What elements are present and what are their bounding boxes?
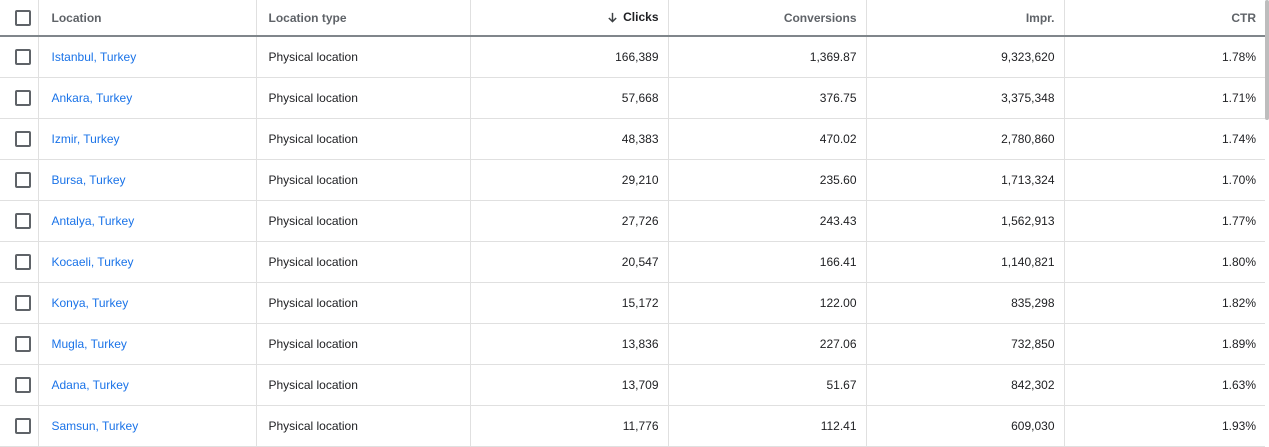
conversions-cell: 243.43 <box>668 201 866 242</box>
row-select-cell <box>0 119 38 160</box>
location-type-cell: Physical location <box>256 406 470 447</box>
column-header-impr[interactable]: Impr. <box>866 0 1064 36</box>
ctr-cell: 1.77% <box>1064 201 1265 242</box>
sort-arrow-down-icon[interactable] <box>607 12 618 26</box>
select-all-checkbox[interactable] <box>15 10 31 26</box>
impr-cell: 732,850 <box>866 324 1064 365</box>
table-row[interactable] <box>0 406 1265 447</box>
vertical-scrollbar[interactable] <box>1265 0 1269 120</box>
row-select-cell <box>0 283 38 324</box>
location-link[interactable]: Adana, Turkey <box>51 378 129 392</box>
impr-cell: 3,375,348 <box>866 78 1064 119</box>
location-link[interactable]: Izmir, Turkey <box>51 132 120 146</box>
impr-cell: 2,780,860 <box>866 119 1064 160</box>
clicks-cell: 20,547 <box>470 242 668 283</box>
clicks-cell: 13,709 <box>470 365 668 406</box>
ctr-cell: 1.70% <box>1064 160 1265 201</box>
row-select-cell <box>0 406 38 447</box>
conversions-cell: 235.60 <box>668 160 866 201</box>
conversions-cell: 112.41 <box>668 406 866 447</box>
header-row <box>0 0 1265 36</box>
row-select-cell <box>0 78 38 119</box>
table-row[interactable] <box>0 324 1265 365</box>
ctr-cell: 1.89% <box>1064 324 1265 365</box>
table-row[interactable] <box>0 119 1265 160</box>
conversions-cell: 122.00 <box>668 283 866 324</box>
location-cell <box>38 36 256 78</box>
clicks-cell: 166,389 <box>470 36 668 78</box>
clicks-cell: 57,668 <box>470 78 668 119</box>
table-row[interactable] <box>0 365 1265 406</box>
location-type-cell: Physical location <box>256 324 470 365</box>
row-select-cell <box>0 242 38 283</box>
impr-cell: 835,298 <box>866 283 1064 324</box>
clicks-cell: 29,210 <box>470 160 668 201</box>
impr-cell: 9,323,620 <box>866 36 1064 78</box>
impr-cell: 609,030 <box>866 406 1064 447</box>
ctr-cell: 1.78% <box>1064 36 1265 78</box>
location-cell <box>38 406 256 447</box>
clicks-cell: 27,726 <box>470 201 668 242</box>
location-cell <box>38 119 256 160</box>
conversions-cell: 376.75 <box>668 78 866 119</box>
row-checkbox[interactable] <box>15 131 31 147</box>
impr-cell: 842,302 <box>866 365 1064 406</box>
location-cell <box>38 283 256 324</box>
location-type-cell: Physical location <box>256 283 470 324</box>
location-type-cell: Physical location <box>256 160 470 201</box>
table-row[interactable] <box>0 78 1265 119</box>
conversions-cell: 227.06 <box>668 324 866 365</box>
location-cell <box>38 201 256 242</box>
row-checkbox[interactable] <box>15 254 31 270</box>
ctr-cell: 1.80% <box>1064 242 1265 283</box>
location-cell <box>38 78 256 119</box>
ctr-cell: 1.74% <box>1064 119 1265 160</box>
row-select-cell <box>0 365 38 406</box>
ctr-cell: 1.63% <box>1064 365 1265 406</box>
clicks-cell: 15,172 <box>470 283 668 324</box>
clicks-cell: 11,776 <box>470 406 668 447</box>
row-checkbox[interactable] <box>15 377 31 393</box>
table-row[interactable] <box>0 201 1265 242</box>
conversions-cell: 166.41 <box>668 242 866 283</box>
location-link[interactable]: Bursa, Turkey <box>51 173 126 187</box>
column-header-location-type[interactable]: Location type <box>256 0 470 36</box>
row-checkbox[interactable] <box>15 418 31 434</box>
row-select-cell <box>0 160 38 201</box>
row-select-cell <box>0 201 38 242</box>
location-cell <box>38 160 256 201</box>
conversions-cell: 1,369.87 <box>668 36 866 78</box>
column-header-clicks-label: Clicks <box>623 9 659 24</box>
location-cell <box>38 242 256 283</box>
location-link[interactable]: Antalya, Turkey <box>51 214 135 228</box>
location-type-cell: Physical location <box>256 242 470 283</box>
conversions-cell: 470.02 <box>668 119 866 160</box>
ctr-cell: 1.82% <box>1064 283 1265 324</box>
table-row[interactable] <box>0 283 1265 324</box>
location-link[interactable]: Kocaeli, Turkey <box>51 255 134 269</box>
location-type-cell: Physical location <box>256 36 470 78</box>
row-checkbox[interactable] <box>15 336 31 352</box>
location-cell <box>38 365 256 406</box>
location-type-cell: Physical location <box>256 78 470 119</box>
ctr-cell: 1.71% <box>1064 78 1265 119</box>
location-link[interactable]: Konya, Turkey <box>51 296 129 310</box>
location-type-cell: Physical location <box>256 119 470 160</box>
impr-cell: 1,713,324 <box>866 160 1064 201</box>
table-row[interactable] <box>0 160 1265 201</box>
row-checkbox[interactable] <box>15 172 31 188</box>
row-checkbox[interactable] <box>15 213 31 229</box>
location-type-cell: Physical location <box>256 201 470 242</box>
table-row[interactable] <box>0 36 1265 78</box>
select-all-cell <box>0 0 38 36</box>
impr-cell: 1,562,913 <box>866 201 1064 242</box>
row-checkbox[interactable] <box>15 295 31 311</box>
column-header-location[interactable]: Location <box>38 0 256 36</box>
clicks-cell: 13,836 <box>470 324 668 365</box>
table-row[interactable] <box>0 242 1265 283</box>
ctr-cell: 1.93% <box>1064 406 1265 447</box>
column-header-conversions[interactable]: Conversions <box>668 0 866 36</box>
table-body <box>0 36 1265 447</box>
location-cell <box>38 324 256 365</box>
conversions-cell: 51.67 <box>668 365 866 406</box>
location-type-cell: Physical location <box>256 365 470 406</box>
column-header-ctr[interactable]: CTR <box>1064 0 1265 36</box>
column-header-clicks[interactable] <box>470 0 668 36</box>
impr-cell: 1,140,821 <box>866 242 1064 283</box>
row-checkbox[interactable] <box>15 90 31 106</box>
row-checkbox[interactable] <box>15 49 31 65</box>
row-select-cell <box>0 324 38 365</box>
row-select-cell <box>0 36 38 78</box>
clicks-cell: 48,383 <box>470 119 668 160</box>
location-link[interactable]: Istanbul, Turkey <box>51 50 137 64</box>
location-link[interactable]: Samsun, Turkey <box>51 419 139 433</box>
location-link[interactable]: Ankara, Turkey <box>51 91 133 105</box>
location-link[interactable]: Mugla, Turkey <box>51 337 127 351</box>
